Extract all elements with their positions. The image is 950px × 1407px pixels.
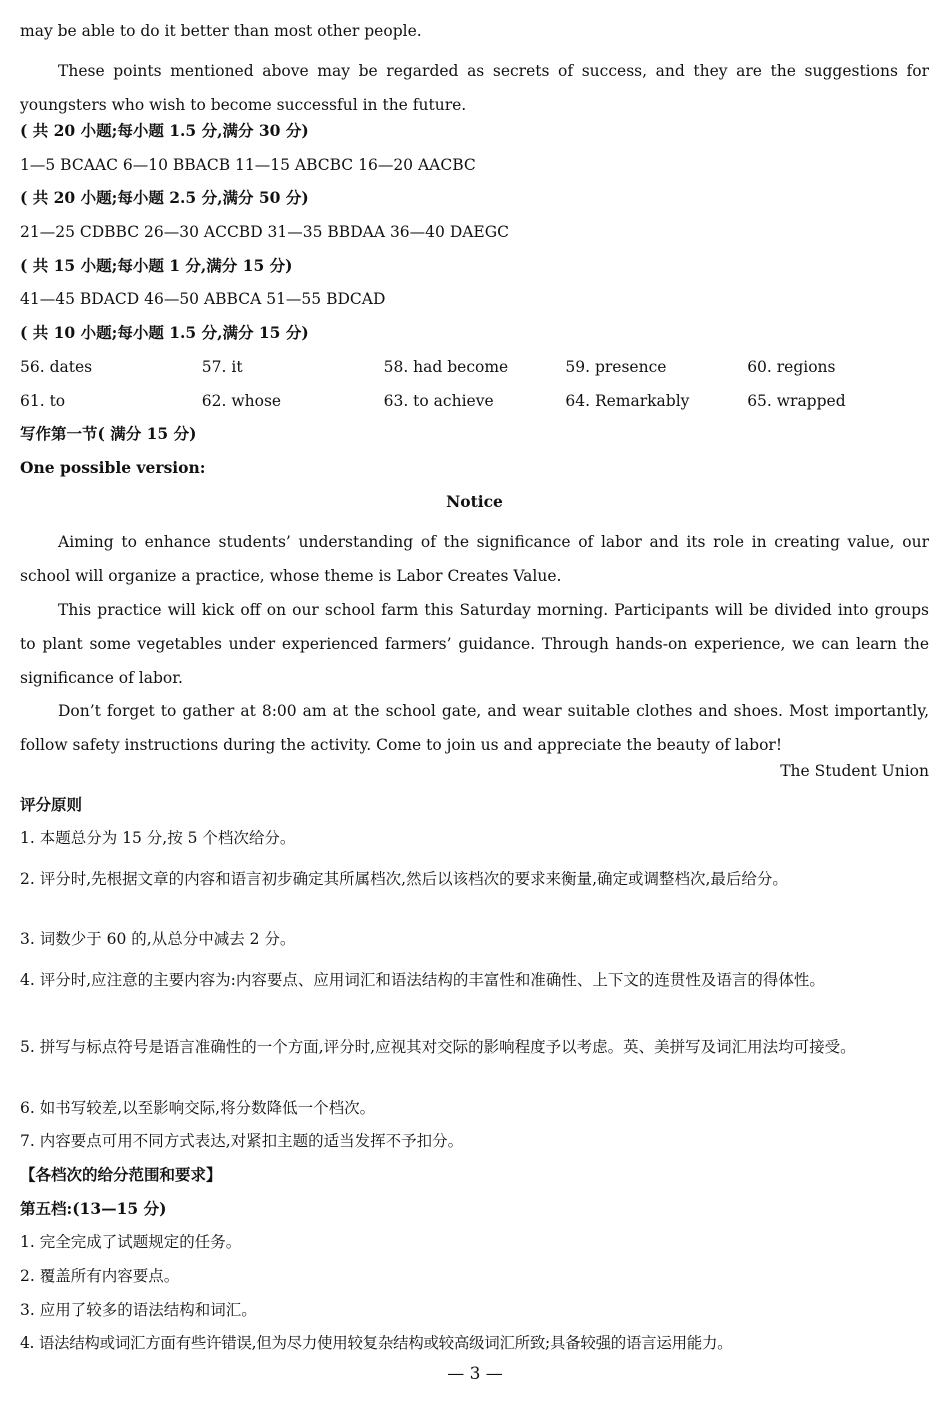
scoring-item: 3. 词数少于 60 的,从总分中减去 2 分。	[20, 930, 296, 948]
level5-item: 1. 完全完成了试题规定的任务。	[20, 1233, 242, 1251]
level5-item: 3. 应用了较多的语法结构和词汇。	[20, 1301, 257, 1319]
answer-item: 56. dates	[20, 358, 93, 376]
answer-row: 21—25 CDBBC 26—30 ACCBD 31—35 BBDAA 36—40 DAEGC	[20, 223, 509, 241]
notice-paragraph-1: Aiming to enhance students’ understanding of the significance of labor and its role in creating value, our school will organize a practice, whose theme is Labor Creates Value.	[20, 533, 929, 585]
scoring-item: 1. 本题总分为 15 分,按 5 个档次给分。	[20, 829, 296, 847]
levels-title: 【各档次的给分范围和要求】	[20, 1165, 222, 1184]
level5-item: 2. 覆盖所有内容要点。	[20, 1267, 180, 1285]
section-header: ( 共 15 小题;每小题 1 分,满分 15 分)	[20, 256, 293, 275]
answer-item: 63. to achieve	[383, 392, 494, 410]
notice-title: Notice	[446, 492, 503, 511]
answer-item: 57. it	[201, 358, 243, 376]
answer-item: 61. to	[20, 392, 66, 410]
answer-item: 64. Remarkably	[565, 392, 690, 410]
level5-item: 4. 语法结构或词汇方面有些许错误,但为尽力使用较复杂结构或较高级词汇所致;具备较强的语言运用能力。	[20, 1334, 733, 1352]
scoring-item: 2. 评分时,先根据文章的内容和语言初步确定其所属档次,然后以该档次的要求来衡量,确定或调整档次,最后给分。	[20, 870, 788, 888]
answer-item: 65. wrapped	[747, 392, 846, 410]
writing-section-title: 写作第一节( 满分 15 分)	[20, 424, 197, 443]
notice-paragraph-2: This practice will kick off on our school farm this Saturday morning. Participants will be divided into groups to plant some vegetables under experienced farmers’ guidance. Through hands-on experience, we can learn the significance of labor.	[20, 601, 929, 687]
answer-row: 41—45 BDACD 46—50 ABBCA 51—55 BDCAD	[20, 290, 386, 308]
scoring-item: 7. 内容要点可用不同方式表达,对紧扣主题的适当发挥不予扣分。	[20, 1132, 464, 1150]
scoring-item: 5. 拼写与标点符号是语言准确性的一个方面,评分时,应视其对交际的影响程度予以考虑。英、美拼写及词汇用法均可接受。	[20, 1038, 856, 1056]
level5-title: 第五档:(13—15 分)	[20, 1199, 167, 1218]
answer-item: 59. presence	[565, 358, 667, 376]
passage-paragraph: These points mentioned above may be regarded as secrets of success, and they are the suggestions for youngsters who wish to become successful in the future.	[20, 62, 929, 114]
scoring-item: 6. 如书写较差,以至影响交际,将分数降低一个档次。	[20, 1099, 376, 1117]
answer-item: 60. regions	[747, 358, 836, 376]
scoring-title: 评分原则	[20, 795, 83, 814]
version-label: One possible version:	[20, 458, 206, 477]
section-header: ( 共 20 小题;每小题 2.5 分,满分 50 分)	[20, 188, 309, 207]
notice-paragraph-3: Don’t forget to gather at 8:00 am at the school gate, and wear suitable clothes and shoes. Most importantly, follow safety instructions during the activity. Come to join us and appreciate the beauty of labor!	[20, 702, 929, 754]
answer-item: 58. had become	[383, 358, 509, 376]
grammar-answer-row	[20, 357, 929, 377]
section-header: ( 共 20 小题;每小题 1.5 分,满分 30 分)	[20, 121, 309, 140]
answer-item: 62. whose	[201, 392, 282, 410]
section-header: ( 共 10 小题;每小题 1.5 分,满分 15 分)	[20, 323, 309, 342]
page-number: — 3 —	[447, 1364, 503, 1384]
notice-signature: The Student Union	[780, 762, 929, 780]
passage-last-line: may be able to do it better than most other people.	[20, 22, 422, 40]
grammar-answer-row	[20, 391, 929, 411]
answer-row: 1—5 BCAAC 6—10 BBACB 11—15 ABCBC 16—20 AACBC	[20, 156, 476, 174]
scoring-item: 4. 评分时,应注意的主要内容为:内容要点、应用词汇和语法结构的丰富性和准确性、上下文的连贯性及语言的得体性。	[20, 971, 825, 989]
